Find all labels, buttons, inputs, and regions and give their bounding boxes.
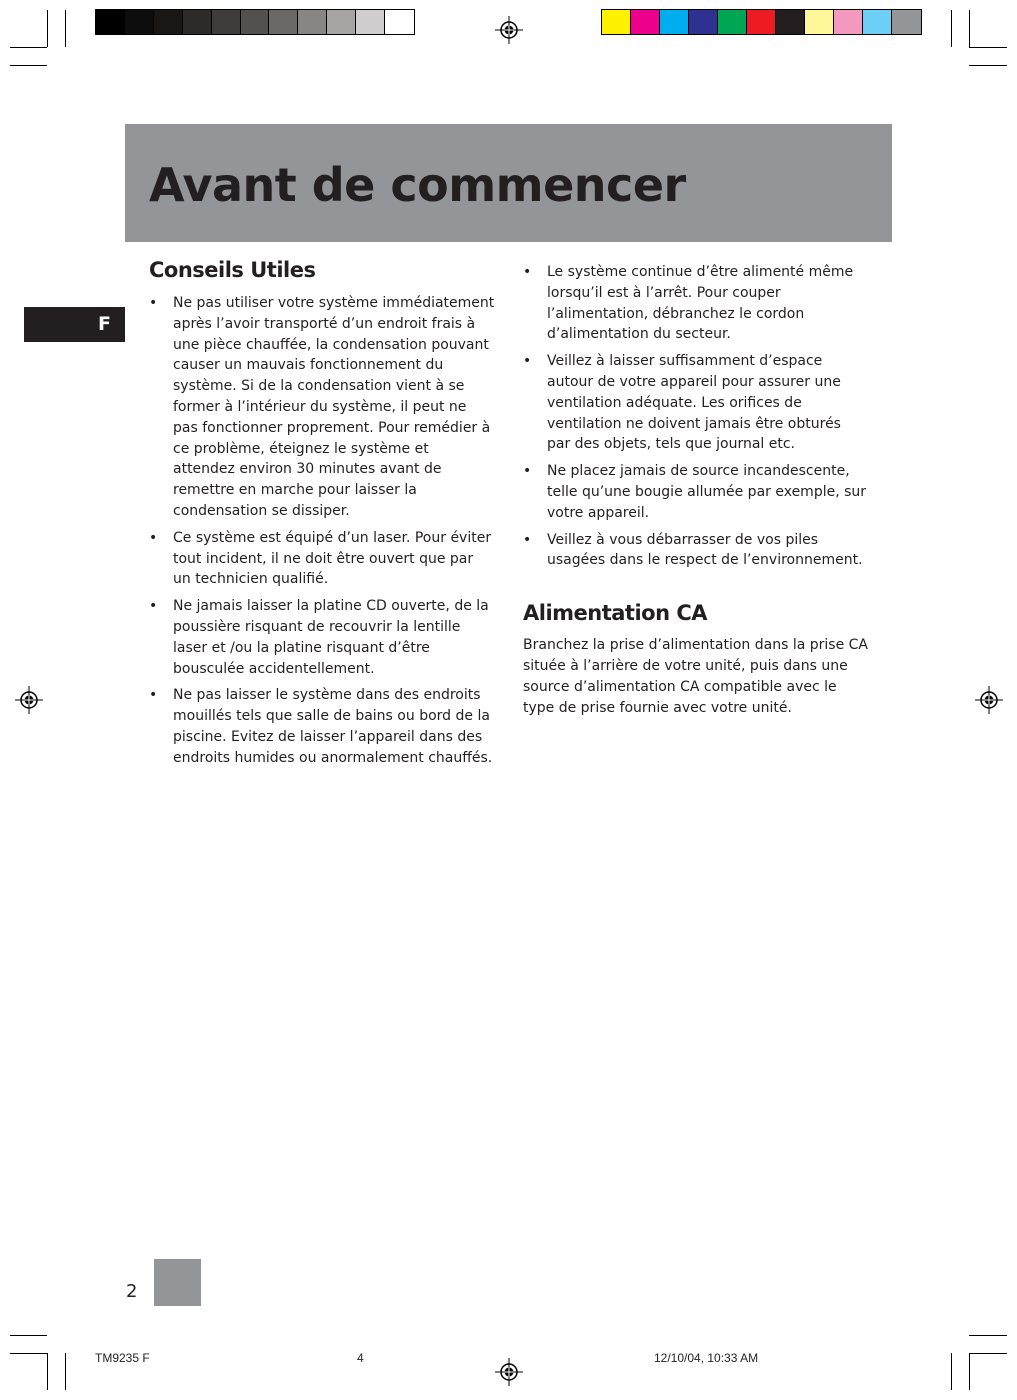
color-swatch (241, 10, 270, 34)
color-swatch (747, 10, 776, 34)
color-swatch (776, 10, 805, 34)
crop-mark (10, 47, 47, 48)
crop-mark (951, 10, 952, 47)
list-item: • Ne pas laisser le système dans des endroits mouillés tels que salle de bains ou bord de la piscine. Evitez de laisser l’appareil dans des endroits humides ou anormalement chauffés. (149, 685, 495, 768)
language-tab-label: F (98, 313, 111, 335)
crop-mark (10, 1335, 47, 1336)
crop-mark (969, 65, 1007, 66)
registration-mark-icon (15, 686, 43, 714)
color-swatch (602, 10, 631, 34)
list-item: • Ce système est équipé d’un laser. Pour éviter tout incident, il ne doit être ouvert que par un technicien qualifié. (149, 528, 495, 590)
list-item: • Veillez à laisser suffisamment d’espace autour de votre appareil pour assurer une ventilation adéquate. Les orifices de ventilation ne doivent jamais être obturés par des objets, tels que journal etc. (523, 351, 868, 455)
list-item: • Ne placez jamais de source incandescente, telle qu’une bougie allumée par exemple, sur votre appareil. (523, 461, 868, 523)
color-swatch (212, 10, 241, 34)
color-swatch (834, 10, 863, 34)
page-number-box (154, 1259, 201, 1306)
registration-mark-icon (495, 16, 523, 44)
crop-mark (951, 1353, 952, 1390)
color-swatch (385, 10, 414, 34)
language-tab (24, 307, 125, 342)
slug-file: TM9235 F (95, 1351, 150, 1365)
color-swatch (125, 10, 154, 34)
crop-mark (65, 10, 66, 47)
color-swatch (269, 10, 298, 34)
color-swatch (356, 10, 385, 34)
crop-mark (969, 47, 1007, 48)
crop-mark (10, 1353, 47, 1354)
color-swatch (631, 10, 660, 34)
crop-mark (47, 1353, 48, 1390)
color-swatch (689, 10, 718, 34)
color-swatch (805, 10, 834, 34)
list-item: • Ne pas utiliser votre système immédiatement après l’avoir transporté d’un endroit frais à une pièce chauffée, la condensation pouvant causer un mauvais fonctionnement du système. Si de la condensation vient à se former à l’intérieur du système, il peut ne pas fonctionner proprement. Pour remédier à ce problème, éteignez le système et attendez environ 30 minutes avant de remettre en marche pour laisser la condensation se dissiper. (149, 293, 495, 522)
crop-mark (969, 1353, 970, 1390)
list-item: • Ne jamais laisser la platine CD ouverte, de la poussière risquant de recouvrir la lentille laser et /ou la platine risquant d’être bousculée accidentellement. (149, 596, 495, 679)
color-swatch (660, 10, 689, 34)
crop-mark (969, 1353, 1007, 1354)
color-swatch (327, 10, 356, 34)
page-number: 2 (126, 1281, 138, 1302)
right-column (523, 262, 868, 718)
crop-mark (65, 1353, 66, 1390)
crop-mark (969, 10, 970, 47)
registration-mark-icon (495, 1358, 523, 1386)
header-band (125, 124, 892, 242)
color-swatch (96, 10, 125, 34)
slug-timestamp: 12/10/04, 10:33 AM (654, 1351, 759, 1365)
grayscale-calibration-bar (95, 9, 415, 35)
power-paragraph: Branchez la prise d’alimentation dans la prise CA située à l’arrière de votre unité, puis dans une source d’alimentation CA compatible avec le type de prise fournie avec votre unité. (523, 637, 869, 716)
list-item: • Le système continue d’être alimenté même lorsqu’il est à l’arrêt. Pour couper l’alimentation, débranchez le cordon d’alimentation du secteur. (523, 262, 868, 345)
tips-list-part-1 (149, 293, 495, 769)
tips-list-part-2 (523, 262, 868, 571)
section-heading-power: Alimentation CA (523, 601, 708, 626)
slug-sheet: 4 (357, 1351, 364, 1365)
crop-mark (47, 10, 48, 47)
page-title: Avant de commencer (149, 158, 686, 212)
color-calibration-bar (601, 9, 922, 35)
left-column (149, 258, 495, 775)
color-swatch (298, 10, 327, 34)
section-heading-tips: Conseils Utiles (149, 258, 316, 282)
crop-mark (969, 1335, 1007, 1336)
registration-mark-icon (975, 686, 1003, 714)
color-swatch (154, 10, 183, 34)
crop-mark (10, 65, 47, 66)
color-swatch (892, 10, 921, 34)
color-swatch (863, 10, 892, 34)
color-swatch (183, 10, 212, 34)
color-swatch (718, 10, 747, 34)
list-item: • Veillez à vous débarrasser de vos piles usagées dans le respect de l’environnement. (523, 530, 868, 572)
